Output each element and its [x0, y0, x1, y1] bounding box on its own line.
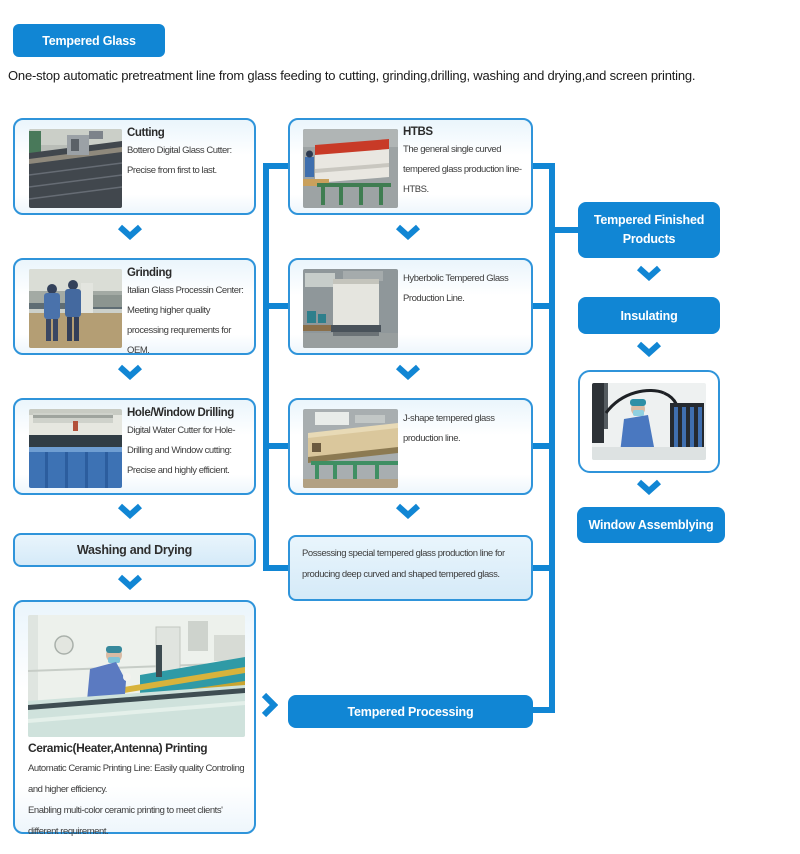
washing-drying-box: [13, 533, 256, 567]
arrow-down-icon: [636, 479, 662, 495]
connector-stub: [533, 707, 549, 713]
arrow-down-icon: [395, 364, 421, 380]
tempered-processing-button: [288, 695, 533, 728]
grinding-photo: [29, 269, 122, 348]
connector-stub: [263, 303, 288, 309]
arrow-down-icon: [395, 224, 421, 240]
drilling-photo: [29, 409, 122, 488]
ceramic-printing-card: [13, 600, 256, 837]
cutting-title: Cutting: [127, 127, 165, 139]
htbs-photo: [303, 129, 398, 208]
ceramic-printing-desc2: Enabling multi-color ceramic printing to meet clients' different requirement.: [28, 805, 223, 837]
insulating-button: [578, 297, 720, 334]
grinding-title: Grinding: [127, 267, 172, 279]
connector-stub: [533, 443, 555, 449]
htbs-title: HTBS: [403, 126, 433, 138]
insulating-label: Insulating: [620, 308, 678, 323]
cutting-desc: Bottero Digital Glass Cutter: Precise from first to last.: [127, 145, 232, 176]
cutting-photo: [29, 129, 122, 208]
ceramic-printing-title: Ceramic(Heater,Antenna) Printing: [28, 741, 208, 755]
jshape-card: [288, 398, 533, 495]
drilling-card: [13, 398, 256, 495]
assembly-photo: [592, 383, 706, 460]
hyberbolic-desc: Hyberbolic Tempered Glass Production Line.: [403, 273, 509, 304]
tempered-finished-products-button: [578, 202, 720, 258]
arrow-down-icon: [636, 265, 662, 281]
jshape-desc: J-shape tempered glass production line.: [403, 413, 495, 444]
drilling-desc: Digital Water Cutter for Hole-Drilling and Window cutting: Precise and highly efficient.: [127, 425, 236, 476]
connector-stub: [263, 163, 288, 169]
drilling-title: Hole/Window Drilling: [127, 407, 234, 419]
connector-stub: [533, 303, 555, 309]
connector-stub: [263, 565, 288, 571]
tempered-processing-label: Tempered Processing: [347, 704, 474, 719]
jshape-photo: [303, 409, 398, 488]
cutting-card: [13, 118, 256, 215]
arrow-down-icon: [636, 341, 662, 357]
connector-stub: [533, 565, 555, 571]
arrow-down-icon: [117, 503, 143, 519]
connector-stub: [533, 163, 555, 169]
hyberbolic-photo: [303, 269, 398, 348]
htbs-desc: The general single curved tempered glass production line-HTBS.: [403, 144, 522, 195]
htbs-card: [288, 118, 533, 215]
assembly-photo-card: [578, 370, 720, 473]
tempered-glass-badge-label: Tempered Glass: [42, 33, 136, 48]
ceramic-printing-desc1: Automatic Ceramic Printing Line: Easily quality Controling and higher efficiency.: [28, 763, 245, 795]
tempered-glass-badge: [13, 24, 165, 57]
connector-stub: [555, 227, 578, 233]
connector-stub: [263, 443, 288, 449]
arrow-down-icon: [117, 364, 143, 380]
hyberbolic-card: [288, 258, 533, 355]
window-assemblying-button: [577, 507, 725, 543]
ceramic-printing-photo: [28, 615, 245, 737]
arrow-down-icon: [117, 224, 143, 240]
window-assemblying-label: Window Assemblying: [588, 518, 714, 532]
page-subtitle: One-stop automatic pretreatment line from glass feeding to cutting, grinding,drilling, washing and drying,and screen printing.: [8, 68, 696, 83]
grinding-card: [13, 258, 256, 355]
arrow-right-icon: [261, 692, 278, 718]
right-bus-line: [549, 163, 555, 713]
special-tempered-box: [288, 535, 533, 601]
grinding-desc: Italian Glass Processin Center: Meeting higher quality processing requrements for OEM.: [127, 285, 244, 356]
special-tempered-desc: Possessing special tempered glass production line for producing deep curved and shaped tempered glass.: [302, 548, 505, 580]
washing-drying-label: Washing and Drying: [77, 543, 192, 557]
arrow-down-icon: [395, 503, 421, 519]
left-bus-line: [263, 163, 269, 571]
arrow-down-icon: [117, 574, 143, 590]
tempered-finished-products-label: Tempered Finished Products: [593, 213, 705, 246]
